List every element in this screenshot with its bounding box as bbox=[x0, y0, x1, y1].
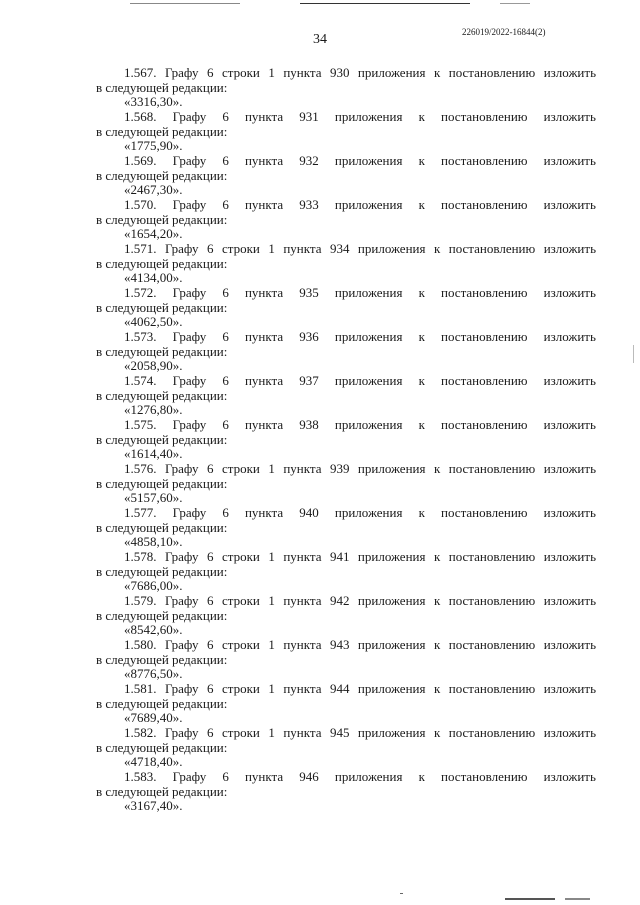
amendment-item bbox=[96, 550, 596, 594]
amendment-word: к bbox=[433, 549, 441, 564]
amendment-word: постановлению bbox=[441, 329, 528, 344]
amendment-word: 6 bbox=[222, 109, 229, 124]
amendment-word: 935 bbox=[299, 285, 319, 300]
amendment-value: «1276,80». bbox=[124, 402, 183, 417]
amendment-word: Графу bbox=[172, 373, 207, 388]
amendment-word: постановлению bbox=[448, 681, 536, 696]
amendment-word: пункта bbox=[244, 197, 284, 212]
amendment-value: «2058,90». bbox=[124, 358, 183, 373]
amendment-word: приложения bbox=[334, 197, 403, 212]
amendment-item bbox=[96, 506, 596, 550]
amendment-continuation: в следующей редакции: bbox=[96, 79, 228, 95]
amendment-word: изложить bbox=[543, 637, 596, 652]
amendment-word: 1.579. bbox=[124, 593, 157, 608]
amendment-value: «1614,40». bbox=[124, 446, 183, 461]
amendment-word: пункта bbox=[244, 285, 284, 300]
amendment-word: пункта bbox=[244, 153, 284, 168]
amendment-word: к bbox=[418, 417, 425, 432]
amendment-continuation: в следующей редакции: bbox=[96, 475, 228, 491]
amendment-word: постановлению bbox=[448, 637, 536, 652]
amendment-heading-line bbox=[96, 374, 596, 389]
amendment-word: 6 bbox=[222, 769, 229, 784]
amendment-heading-line bbox=[96, 198, 596, 213]
footer-scan-line bbox=[505, 898, 555, 900]
amendment-item bbox=[96, 242, 596, 286]
amendment-word: пункта bbox=[283, 681, 322, 696]
amendment-word: 941 bbox=[329, 549, 350, 564]
amendment-word: к bbox=[418, 329, 425, 344]
amendment-continuation: в следующей редакции: bbox=[96, 739, 228, 755]
amendment-word: 6 bbox=[207, 593, 214, 608]
amendment-word: 6 bbox=[222, 197, 229, 212]
amendment-word: 938 bbox=[299, 417, 319, 432]
amendment-word: приложения bbox=[334, 373, 403, 388]
amendment-word: 1.580. bbox=[124, 637, 157, 652]
amendment-word: 932 bbox=[299, 153, 319, 168]
amendment-word: Графу bbox=[172, 769, 207, 784]
amendment-word: к bbox=[433, 65, 441, 80]
amendment-heading-line bbox=[96, 154, 596, 169]
amendment-word: строки bbox=[221, 241, 260, 256]
amendment-word: приложения bbox=[334, 417, 403, 432]
amendment-word: 1.575. bbox=[124, 417, 157, 432]
footer-scan-line bbox=[565, 898, 590, 900]
amendment-word: приложения bbox=[357, 65, 426, 80]
amendment-word: 6 bbox=[207, 725, 214, 740]
amendment-heading-line bbox=[96, 506, 596, 521]
amendment-word: 1 bbox=[268, 725, 275, 740]
amendment-word: постановлению bbox=[448, 241, 536, 256]
amendment-heading-line bbox=[96, 110, 596, 125]
amendment-heading-line bbox=[96, 418, 596, 433]
amendment-word: приложения bbox=[334, 285, 403, 300]
amendment-word: 6 bbox=[222, 153, 229, 168]
amendment-word: 1.576. bbox=[124, 461, 157, 476]
amendment-item bbox=[96, 418, 596, 462]
top-scan-line-left bbox=[130, 3, 240, 4]
amendment-item bbox=[96, 770, 596, 814]
amendment-value: «8542,60». bbox=[124, 622, 183, 637]
amendment-item bbox=[96, 374, 596, 418]
amendment-word: 1.583. bbox=[124, 769, 157, 784]
amendment-word: постановлению bbox=[441, 505, 528, 520]
amendment-word: 6 bbox=[207, 637, 214, 652]
amendment-word: постановлению bbox=[441, 769, 528, 784]
amendment-word: Графу bbox=[172, 285, 207, 300]
amendment-word: приложения bbox=[357, 549, 426, 564]
amendment-item bbox=[96, 198, 596, 242]
amendment-word: 1.574. bbox=[124, 373, 157, 388]
amendment-word: 1.581. bbox=[124, 681, 157, 696]
amendment-word: пункта bbox=[283, 593, 322, 608]
amendment-word: Графу bbox=[164, 725, 199, 740]
amendment-word: 6 bbox=[207, 65, 214, 80]
amendment-heading-line bbox=[96, 594, 596, 609]
amendment-word: 6 bbox=[222, 285, 229, 300]
amendment-word: Графу bbox=[164, 593, 199, 608]
amendment-word: приложения bbox=[357, 593, 426, 608]
amendment-continuation: в следующей редакции: bbox=[96, 519, 228, 535]
amendment-word: приложения bbox=[357, 241, 426, 256]
amendment-continuation: в следующей редакции: bbox=[96, 563, 228, 579]
amendment-word: постановлению bbox=[448, 725, 536, 740]
amendment-word: изложить bbox=[543, 461, 596, 476]
top-scan-line bbox=[300, 3, 470, 4]
amendment-word: 1 bbox=[268, 593, 275, 608]
amendment-word: изложить bbox=[543, 153, 596, 168]
amendment-word: 1 bbox=[268, 461, 275, 476]
amendment-word: постановлению bbox=[441, 109, 528, 124]
amendment-word: 945 bbox=[329, 725, 350, 740]
document-body bbox=[96, 66, 596, 814]
amendment-word: изложить bbox=[543, 417, 596, 432]
amendment-continuation: в следующей редакции: bbox=[96, 607, 228, 623]
amendment-word: 937 bbox=[299, 373, 319, 388]
amendment-word: приложения bbox=[357, 681, 426, 696]
amendment-word: 1.571. bbox=[124, 241, 157, 256]
amendment-item bbox=[96, 462, 596, 506]
amendment-word: 942 bbox=[329, 593, 350, 608]
amendment-word: приложения bbox=[334, 329, 403, 344]
amendment-word: приложения bbox=[334, 769, 403, 784]
amendment-word: приложения bbox=[357, 637, 426, 652]
amendment-word: пункта bbox=[244, 505, 284, 520]
amendment-value: «8776,50». bbox=[124, 666, 183, 681]
amendment-word: 1.569. bbox=[124, 153, 157, 168]
amendment-word: постановлению bbox=[448, 65, 536, 80]
amendment-word: изложить bbox=[543, 329, 596, 344]
amendment-word: изложить bbox=[543, 505, 596, 520]
amendment-word: приложения bbox=[357, 725, 426, 740]
amendment-continuation: в следующей редакции: bbox=[96, 387, 228, 403]
amendment-word: к bbox=[418, 769, 425, 784]
amendment-item bbox=[96, 638, 596, 682]
amendment-value: «3316,30». bbox=[124, 94, 183, 109]
amendment-word: 944 bbox=[329, 681, 350, 696]
amendment-word: к bbox=[418, 505, 425, 520]
amendment-word: пункта bbox=[283, 241, 322, 256]
amendment-item bbox=[96, 330, 596, 374]
amendment-word: к bbox=[418, 285, 425, 300]
amendment-word: постановлению bbox=[441, 373, 528, 388]
amendment-word: 1 bbox=[268, 549, 275, 564]
amendment-word: 6 bbox=[207, 461, 214, 476]
amendment-word: Графу bbox=[164, 637, 199, 652]
amendment-word: приложения bbox=[334, 505, 403, 520]
amendment-value: «4134,00». bbox=[124, 270, 183, 285]
amendment-word: 6 bbox=[207, 681, 214, 696]
amendment-word: строки bbox=[221, 461, 260, 476]
amendment-continuation: в следующей редакции: bbox=[96, 299, 228, 315]
amendment-word: пункта bbox=[244, 417, 284, 432]
amendment-word: 1 bbox=[268, 65, 275, 80]
amendment-heading-line bbox=[96, 550, 596, 565]
amendment-word: постановлению bbox=[441, 197, 528, 212]
amendment-value: «4062,50». bbox=[124, 314, 183, 329]
amendment-word: 1.582. bbox=[124, 725, 157, 740]
amendment-word: 931 bbox=[299, 109, 319, 124]
amendment-item bbox=[96, 66, 596, 110]
amendment-word: Графу bbox=[172, 109, 207, 124]
amendment-word: строки bbox=[221, 725, 260, 740]
scan-artifact bbox=[633, 345, 634, 363]
amendment-word: Графу bbox=[172, 505, 207, 520]
amendment-word: строки bbox=[221, 681, 260, 696]
amendment-word: постановлению bbox=[441, 153, 528, 168]
amendment-word: пункта bbox=[244, 373, 284, 388]
amendment-word: 946 bbox=[299, 769, 319, 784]
amendment-word: к bbox=[433, 593, 441, 608]
amendment-word: изложить bbox=[543, 593, 596, 608]
amendment-continuation: в следующей редакции: bbox=[96, 695, 228, 711]
amendment-heading-line bbox=[96, 66, 596, 81]
amendment-word: 1.577. bbox=[124, 505, 157, 520]
amendment-word: 6 bbox=[222, 417, 229, 432]
scan-artifact bbox=[400, 893, 403, 894]
amendment-word: 940 bbox=[299, 505, 319, 520]
amendment-word: 1 bbox=[268, 681, 275, 696]
amendment-heading-line bbox=[96, 462, 596, 477]
amendment-word: пункта bbox=[244, 109, 284, 124]
amendment-value: «4858,10». bbox=[124, 534, 183, 549]
amendment-word: 930 bbox=[329, 65, 350, 80]
amendment-value: «1654,20». bbox=[124, 226, 183, 241]
amendment-word: Графу bbox=[164, 681, 199, 696]
amendment-continuation: в следующей редакции: bbox=[96, 123, 228, 139]
amendment-word: к bbox=[433, 681, 441, 696]
amendment-item bbox=[96, 594, 596, 638]
amendment-word: Графу bbox=[164, 549, 199, 564]
amendment-value: «1775,90». bbox=[124, 138, 183, 153]
amendment-word: пункта bbox=[283, 461, 322, 476]
amendment-value: «3167,40». bbox=[124, 798, 183, 813]
amendment-word: приложения bbox=[334, 109, 403, 124]
amendment-continuation: в следующей редакции: bbox=[96, 783, 228, 799]
amendment-word: Графу bbox=[164, 241, 199, 256]
amendment-heading-line bbox=[96, 726, 596, 741]
amendment-word: пункта bbox=[244, 329, 284, 344]
amendment-heading-line bbox=[96, 330, 596, 345]
amendment-word: к bbox=[433, 637, 441, 652]
amendment-value: «7689,40». bbox=[124, 710, 183, 725]
document-id: 226019/2022-16844(2) bbox=[462, 27, 546, 37]
amendment-word: пункта bbox=[244, 769, 284, 784]
amendment-word: постановлению bbox=[448, 593, 536, 608]
amendment-continuation: в следующей редакции: bbox=[96, 431, 228, 447]
amendment-item bbox=[96, 154, 596, 198]
amendment-item bbox=[96, 726, 596, 770]
amendment-word: 6 bbox=[222, 505, 229, 520]
amendment-value: «4718,40». bbox=[124, 754, 183, 769]
amendment-word: 934 bbox=[329, 241, 350, 256]
amendment-word: к bbox=[418, 197, 425, 212]
amendment-word: изложить bbox=[543, 681, 596, 696]
amendment-word: Графу bbox=[172, 153, 207, 168]
amendment-continuation: в следующей редакции: bbox=[96, 211, 228, 227]
top-scan-line-right bbox=[500, 3, 530, 4]
amendment-word: 1 bbox=[268, 637, 275, 652]
amendment-continuation: в следующей редакции: bbox=[96, 651, 228, 667]
amendment-word: строки bbox=[221, 593, 260, 608]
amendment-word: изложить bbox=[543, 373, 596, 388]
amendment-heading-line bbox=[96, 770, 596, 785]
amendment-word: постановлению bbox=[448, 549, 536, 564]
amendment-word: 943 bbox=[329, 637, 350, 652]
amendment-word: 6 bbox=[222, 373, 229, 388]
amendment-word: приложения bbox=[357, 461, 426, 476]
amendment-word: к bbox=[418, 153, 425, 168]
amendment-word: строки bbox=[221, 65, 260, 80]
amendment-word: изложить bbox=[543, 769, 596, 784]
amendment-word: 6 bbox=[207, 549, 214, 564]
amendment-word: строки bbox=[221, 549, 260, 564]
amendment-word: 1.578. bbox=[124, 549, 157, 564]
amendment-word: изложить bbox=[543, 65, 596, 80]
amendment-word: приложения bbox=[334, 153, 403, 168]
amendment-word: изложить bbox=[543, 549, 596, 564]
amendment-word: 1.568. bbox=[124, 109, 157, 124]
amendment-word: 933 bbox=[299, 197, 319, 212]
amendment-heading-line bbox=[96, 242, 596, 257]
amendment-word: к bbox=[418, 373, 425, 388]
amendment-word: строки bbox=[221, 637, 260, 652]
amendment-heading-line bbox=[96, 682, 596, 697]
amendment-word: Графу bbox=[172, 197, 207, 212]
amendment-word: пункта bbox=[283, 549, 322, 564]
amendment-word: постановлению bbox=[441, 417, 528, 432]
amendment-word: 1.572. bbox=[124, 285, 157, 300]
amendment-word: изложить bbox=[543, 197, 596, 212]
amendment-word: 1.567. bbox=[124, 65, 157, 80]
amendment-word: к bbox=[418, 109, 425, 124]
amendment-continuation: в следующей редакции: bbox=[96, 255, 228, 271]
amendment-word: 1.570. bbox=[124, 197, 157, 212]
amendment-heading-line bbox=[96, 286, 596, 301]
amendment-word: изложить bbox=[543, 725, 596, 740]
amendment-word: изложить bbox=[543, 241, 596, 256]
amendment-word: Графу bbox=[164, 65, 199, 80]
amendment-value: «7686,00». bbox=[124, 578, 183, 593]
amendment-word: пункта bbox=[283, 65, 322, 80]
amendment-item bbox=[96, 110, 596, 154]
amendment-heading-line bbox=[96, 638, 596, 653]
amendment-word: 6 bbox=[222, 329, 229, 344]
amendment-word: пункта bbox=[283, 725, 322, 740]
amendment-word: Графу bbox=[172, 417, 207, 432]
amendment-continuation: в следующей редакции: bbox=[96, 343, 228, 359]
amendment-continuation: в следующей редакции: bbox=[96, 167, 228, 183]
amendment-word: 1.573. bbox=[124, 329, 157, 344]
amendment-word: к bbox=[433, 241, 441, 256]
amendment-word: изложить bbox=[543, 109, 596, 124]
amendment-word: изложить bbox=[543, 285, 596, 300]
amendment-word: 6 bbox=[207, 241, 214, 256]
amendment-item bbox=[96, 286, 596, 330]
amendment-word: 936 bbox=[299, 329, 319, 344]
amendment-word: 1 bbox=[268, 241, 275, 256]
amendment-value: «5157,60». bbox=[124, 490, 183, 505]
amendment-word: Графу bbox=[164, 461, 199, 476]
amendment-word: Графу bbox=[172, 329, 207, 344]
amendment-word: постановлению bbox=[441, 285, 528, 300]
amendment-value: «2467,30». bbox=[124, 182, 183, 197]
amendment-item bbox=[96, 682, 596, 726]
amendment-word: к bbox=[433, 461, 441, 476]
amendment-word: к bbox=[433, 725, 441, 740]
amendment-word: постановлению bbox=[448, 461, 536, 476]
page-number: 34 bbox=[313, 32, 327, 47]
amendment-word: пункта bbox=[283, 637, 322, 652]
amendment-word: 939 bbox=[329, 461, 350, 476]
